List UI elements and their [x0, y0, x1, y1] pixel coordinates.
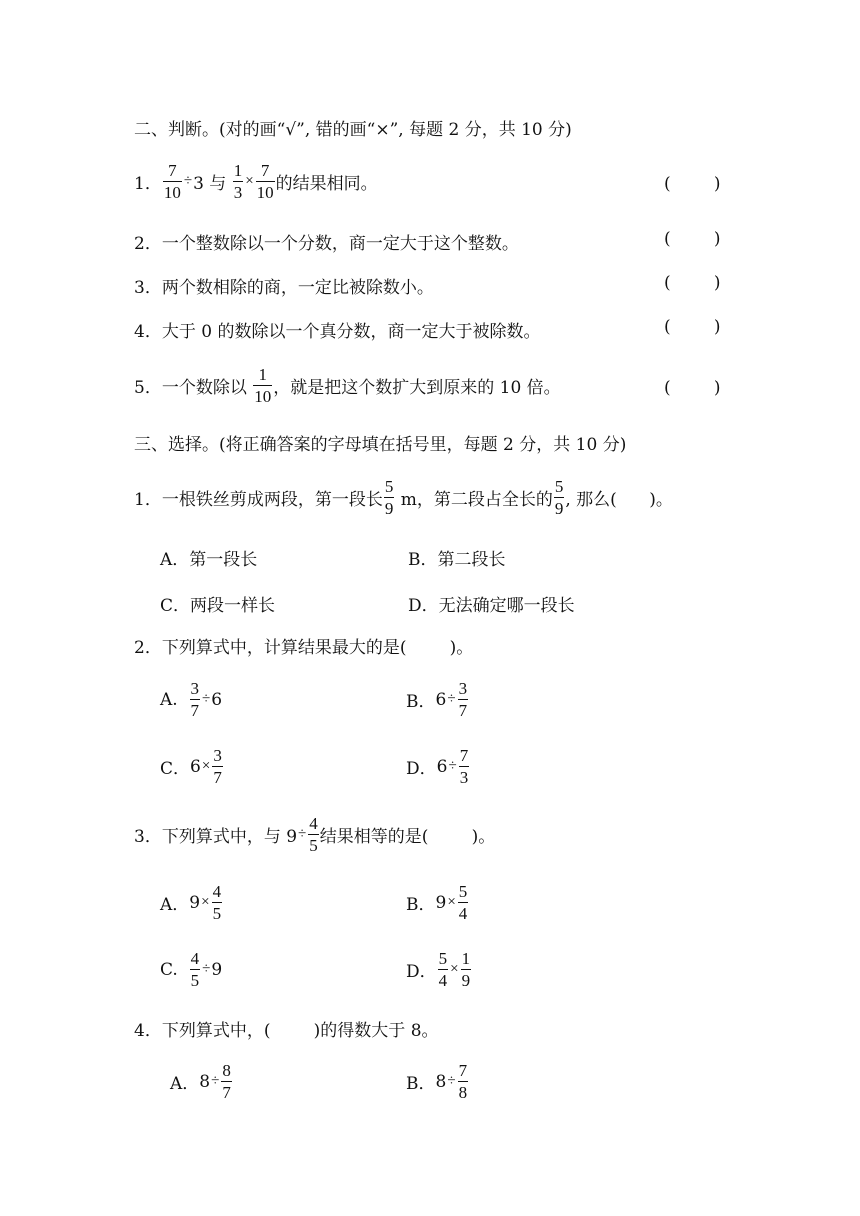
judge-q1: 1． $\frac{7}{10}$ ÷ 3 与 $\frac{1}{3}$ × $\frac{7}{10}$ 的结果相同。 — [134, 161, 378, 202]
choice-q1-option-d[interactable]: D．无法确定哪一段长 — [408, 596, 575, 616]
answer-paren-3[interactable]: ( ) — [664, 273, 721, 293]
fraction: $\frac{3}{7}$ — [190, 679, 199, 720]
choice-q3-option-d[interactable]: D． $\frac{5}{4}$ × $\frac{1}{9}$ — [406, 949, 471, 990]
choice-q1-option-c[interactable]: C．两段一样长 — [160, 596, 276, 616]
judge-q5: 5．一个数除以 $\frac{1}{10}$ ，就是把这个数扩大到原来的 10 倍。 — [134, 365, 561, 406]
section-2-heading: 二、判断。(对的画“√”, 错的画“×”, 每题 2 分，共 10 分) — [134, 120, 572, 140]
judge-q4: 4．大于 0 的数除以一个真分数，商一定大于被除数。 — [134, 322, 541, 342]
choice-q3-option-c[interactable]: C. $\frac{4}{5}$ ÷ 9 — [160, 949, 223, 990]
choice-q4-option-a[interactable]: A． 8 ÷ $\frac{8}{7}$ — [170, 1061, 231, 1102]
choice-q2-option-d[interactable]: D． 6 ÷ $\frac{7}{3}$ — [406, 746, 469, 787]
choice-q2-option-a[interactable]: A. $\frac{3}{7}$ ÷ 6 — [160, 679, 223, 720]
fraction: $\frac{4}{5}$ — [190, 949, 200, 990]
answer-paren-4[interactable]: ( ) — [664, 317, 721, 337]
choice-q4-option-b[interactable]: B． 8 ÷ $\frac{7}{8}$ — [406, 1061, 468, 1102]
answer-paren-5[interactable]: ( ) — [664, 378, 721, 398]
choice-q3-option-a[interactable]: A． 9 × $\frac{4}{5}$ — [160, 882, 222, 923]
choice-q2-option-b[interactable]: B． 6 ÷ $\frac{3}{7}$ — [406, 679, 468, 720]
fraction: $\frac{3}{7}$ — [213, 746, 222, 787]
choice-q3-option-b[interactable]: B． 9 × $\frac{5}{4}$ — [406, 882, 468, 923]
choice-q1-option-a[interactable]: A．第一段长 — [160, 550, 258, 570]
fraction: $\frac{7}{3}$ — [459, 746, 469, 787]
fraction: $\frac{4}{5}$ — [212, 882, 222, 923]
choice-q1-option-b[interactable]: B．第二段长 — [408, 550, 506, 570]
fraction: $\frac{1}{3}$ — [233, 161, 243, 202]
fraction: $\frac{7}{10}$ — [163, 161, 181, 202]
fraction: $\frac{3}{7}$ — [458, 679, 468, 720]
choice-q2-option-c[interactable]: C． 6 × $\frac{3}{7}$ — [160, 746, 222, 787]
choice-q3: 3．下列算式中，与 9 ÷ $\frac{4}{5}$ 结果相等的是( )。 — [134, 814, 496, 855]
fraction: $\frac{1}{10}$ — [254, 365, 272, 406]
fraction: $\frac{7}{10}$ — [256, 161, 274, 202]
judge-q3: 3．两个数相除的商，一定比被除数小。 — [134, 278, 434, 298]
section-3-heading: 三、选择。(将正确答案的字母填在括号里，每题 2 分，共 10 分) — [134, 435, 627, 455]
answer-paren-2[interactable]: ( ) — [664, 229, 721, 249]
fraction: $\frac{5}{4}$ — [458, 882, 468, 923]
fraction: $\frac{5}{9}$ — [384, 477, 394, 518]
choice-q2: 2．下列算式中，计算结果最大的是( )。 — [134, 638, 474, 658]
fraction: $\frac{5}{4}$ — [438, 949, 448, 990]
judge-q2: 2．一个整数除以一个分数，商一定大于这个整数。 — [134, 234, 519, 254]
choice-q4: 4．下列算式中，( )的得数大于 8。 — [134, 1021, 439, 1041]
fraction: $\frac{8}{7}$ — [222, 1061, 231, 1102]
choice-q1: 1．一根铁丝剪成两段，第一段长 $\frac{5}{9}$ m，第二段占全长的 $\frac{5}{9}$ , 那么( )。 — [134, 477, 673, 518]
fraction: $\frac{4}{5}$ — [309, 814, 318, 855]
fraction: $\frac{1}{9}$ — [461, 949, 471, 990]
answer-paren-1[interactable]: ( ) — [664, 174, 721, 194]
fraction: $\frac{5}{9}$ — [554, 477, 564, 518]
fraction: $\frac{7}{8}$ — [458, 1061, 468, 1102]
